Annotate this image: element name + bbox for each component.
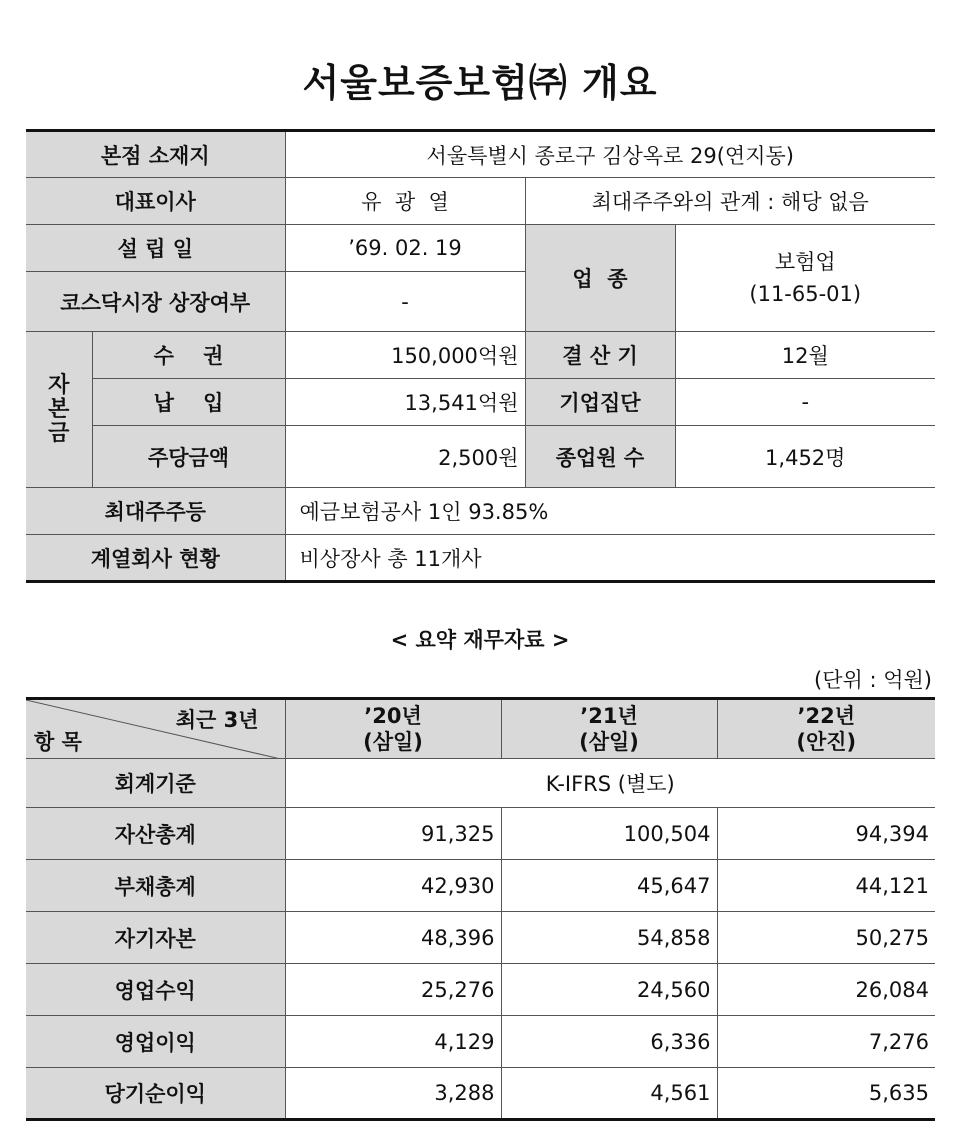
industry-value-line1: 보험업 [774, 250, 836, 274]
hq-value: 서울특별시 종로구 김상옥로 29(연지동) [285, 131, 935, 178]
kosdaq-label: 코스닥시장 상장여부 [26, 272, 285, 332]
capital-label [26, 332, 92, 488]
group-label: 기업집단 [525, 379, 675, 426]
row-value: 7,276 [717, 1016, 935, 1068]
founded-value: ’69. 02. 19 [285, 225, 525, 272]
table-row [26, 912, 935, 964]
row-value: 6,336 [501, 1016, 717, 1068]
row-label: 자산총계 [26, 808, 285, 860]
row-value: 3,288 [285, 1068, 501, 1120]
corner-bottom-label: 항 목 [34, 730, 82, 754]
financial-subtitle: < 요약 재무자료 > [390, 628, 570, 652]
standard-label: 회계기준 [26, 759, 285, 808]
unit-label: (단위 : 억원) [814, 668, 932, 692]
employees-value: 1,452명 [675, 426, 935, 488]
row-value: 24,560 [501, 964, 717, 1016]
row-value: 48,396 [285, 912, 501, 964]
largest-shareholder-label: 최대주주등 [26, 488, 285, 535]
table-row [26, 860, 935, 912]
year-label: ’22년 [797, 704, 855, 728]
capital-label-text: 자 본 금 [48, 372, 70, 446]
row-value: 4,561 [501, 1068, 717, 1120]
row-label: 영업수익 [26, 964, 285, 1016]
page-title: 서울보증보험㈜ 개요 [302, 60, 658, 105]
row-value: 5,635 [717, 1068, 935, 1120]
auditor-label: (삼일) [579, 730, 639, 754]
ceo-label: 대표이사 [26, 178, 285, 225]
paidin-label: 납 입 [92, 379, 285, 426]
affiliates-label: 계열회사 현황 [26, 535, 285, 582]
industry-value [675, 225, 935, 332]
year-label: ’20년 [364, 704, 422, 728]
row-value: 25,276 [285, 964, 501, 1016]
founded-label: 설 립 일 [26, 225, 285, 272]
authorized-label: 수 권 [92, 332, 285, 379]
table-row [26, 808, 935, 860]
year-header-2022 [717, 699, 935, 759]
company-overview-table [26, 129, 935, 583]
year-header-2021 [501, 699, 717, 759]
par-label: 주당금액 [92, 426, 285, 488]
row-value: 54,858 [501, 912, 717, 964]
corner-top-label: 최근 3년 [175, 708, 259, 732]
largest-shareholder-value: 예금보험공사 1인 93.85% [285, 488, 935, 535]
row-label: 당기순이익 [26, 1068, 285, 1120]
row-value: 50,275 [717, 912, 935, 964]
standard-value: K-IFRS (별도) [285, 759, 935, 808]
relation-value: 최대주주와의 관계 : 해당 없음 [525, 178, 935, 225]
par-value: 2,500원 [285, 426, 525, 488]
row-label: 영업이익 [26, 1016, 285, 1068]
group-value: - [675, 379, 935, 426]
row-value: 44,121 [717, 860, 935, 912]
year-label: ’21년 [580, 704, 638, 728]
row-value: 26,084 [717, 964, 935, 1016]
table-row [26, 1068, 935, 1120]
row-value: 100,504 [501, 808, 717, 860]
financial-summary-table [26, 697, 935, 1121]
corner-header [26, 699, 285, 759]
table-row [26, 1016, 935, 1068]
paidin-value: 13,541억원 [285, 379, 525, 426]
row-value: 94,394 [717, 808, 935, 860]
row-value: 4,129 [285, 1016, 501, 1068]
employees-label: 종업원 수 [525, 426, 675, 488]
row-value: 45,647 [501, 860, 717, 912]
hq-label: 본점 소재지 [26, 131, 285, 178]
row-value: 42,930 [285, 860, 501, 912]
auditor-label: (삼일) [363, 730, 423, 754]
row-label: 자기자본 [26, 912, 285, 964]
year-header-2020 [285, 699, 501, 759]
kosdaq-value: - [285, 272, 525, 332]
industry-label: 업 종 [525, 225, 675, 332]
fiscal-label: 결 산 기 [525, 332, 675, 379]
row-label: 부채총계 [26, 860, 285, 912]
fiscal-value: 12월 [675, 332, 935, 379]
ceo-value: 유 광 열 [285, 178, 525, 225]
auditor-label: (안진) [796, 730, 857, 754]
table-row [26, 964, 935, 1016]
affiliates-value: 비상장사 총 11개사 [285, 535, 935, 582]
authorized-value: 150,000억원 [285, 332, 525, 379]
industry-value-line2: (11-65-01) [749, 282, 862, 306]
row-value: 91,325 [285, 808, 501, 860]
